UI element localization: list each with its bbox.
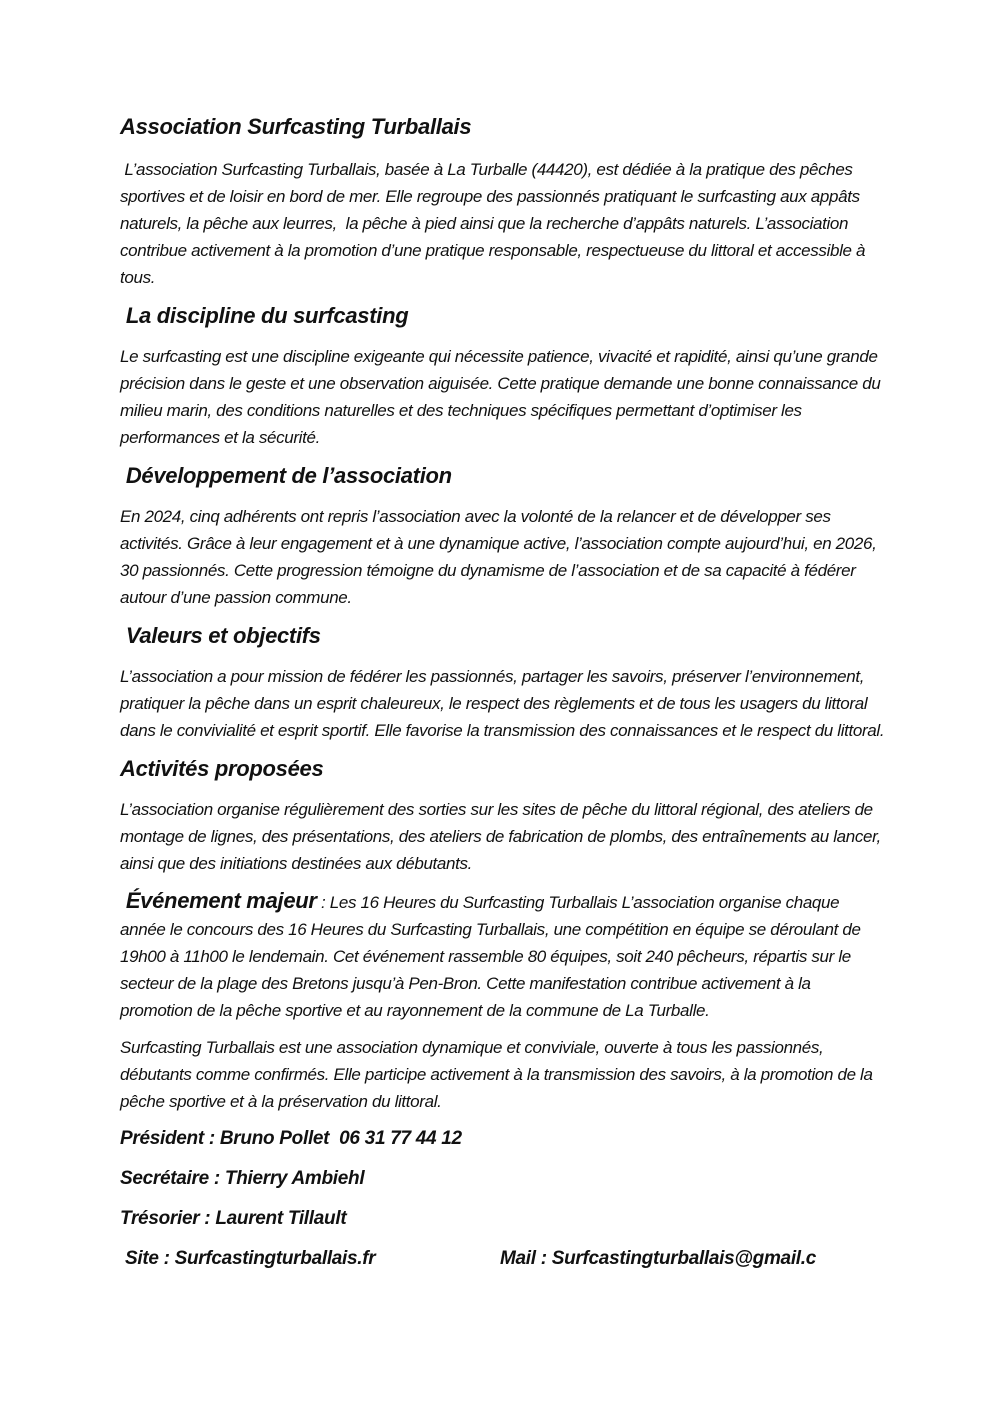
paragraph-valeurs-objectifs: L’association a pour mission de fédérer les passionnés, partager les savoirs, préserver l’environnement, pratiquer la pêche dans un esprit chaleureux, le respect des règlements et de tous les usagers du littoral dans le convivialité et esprit sportif. Elle favorise la transmission des connaissances et le respect du littoral.	[120, 667, 885, 740]
site-mail-line	[120, 1245, 885, 1273]
contact-secretaire: Secrétaire : Thierry Ambiehl	[120, 1168, 365, 1189]
contact-tresorier: Trésorier : Laurent Tillault	[120, 1208, 347, 1229]
evenement-majeur-text: : Les 16 Heures du Surfcasting Turballais L’association organise chaque année le concours des 16 Heures du Surfcasting Turballais, une compétition en équipe se déroulant de 19h00 à 11h00 le lendemain. Cet événement rassemble 80 équipes, soit 240 pêcheurs, répartis sur le secteur de la plage des Bretons jusqu’à Pen-Bron. Cette manifestation contribue activement à la promotion de la pêche sportive et au rayonnement de la commune de La Turballe.	[120, 893, 865, 1020]
contact-president: Président : Bruno Pollet 06 31 77 44 12	[120, 1128, 462, 1149]
heading-activites-proposees: Activités proposées	[120, 756, 324, 781]
intro-paragraph: L’association Surfcasting Turballais, basée à La Turballe (44420), est dédiée à la pratique des pêches sportives et de loisir en bord de mer. Elle regroupe des passionnés pratiquant le surfcasting aux appâts naturels, la pêche aux leurres, la pêche à pied ainsi que la recherche d’appâts naturels. L’association contribue activement à la promotion d’une pratique responsable, respectueuse du littoral et accessible à tous.	[120, 160, 870, 287]
paragraph-developpement-association: En 2024, cinq adhérents ont repris l’association avec la volonté de la relancer et de développer ses activités. Grâce à leur engagement et à une dynamique active, l’association compte aujourd’hui, en 2026, 30 passionnés. Cette progression témoigne du dynamisme de l’association et de sa capacité à fédérer autour d’une passion commune.	[120, 507, 881, 607]
document-title: Association Surfcasting Turballais	[120, 114, 472, 139]
paragraph-discipline-surfcasting: Le surfcasting est une discipline exigeante qui nécessite patience, vivacité et rapidité, ainsi qu’une grande précision dans le geste et une observation aiguisée. Cette pratique demande une bonne connaissance du milieu marin, des conditions naturelles et des techniques spécifiques permettant d’optimiser les performances et la sécurité.	[120, 347, 885, 447]
site-link-text: Site : Surfcastingturballais.fr	[120, 1248, 376, 1269]
heading-developpement-association: Développement de l’association	[120, 463, 452, 488]
mail-address-text: Mail : Surfcastingturballais@gmail.c	[500, 1248, 817, 1269]
inline-heading-evenement-majeur: Événement majeur	[120, 888, 317, 913]
closing-paragraph: Surfcasting Turballais est une association dynamique et conviviale, ouverte à tous les passionnés, débutants comme confirmés. Elle participe activement à la transmission des savoirs, à la promotion de la pêche sportive et à la préservation du littoral.	[120, 1038, 877, 1111]
paragraph-evenement-majeur	[120, 887, 885, 1024]
heading-discipline-surfcasting: La discipline du surfcasting	[120, 303, 409, 328]
paragraph-activites-proposees: L’association organise régulièrement des sorties sur les sites de pêche du littoral régional, des ateliers de montage de lignes, des présentations, des ateliers de fabrication de plombs, des entraînements au lancer, ainsi que des initiations destinées aux débutants.	[120, 800, 886, 873]
heading-valeurs-objectifs: Valeurs et objectifs	[120, 623, 321, 648]
